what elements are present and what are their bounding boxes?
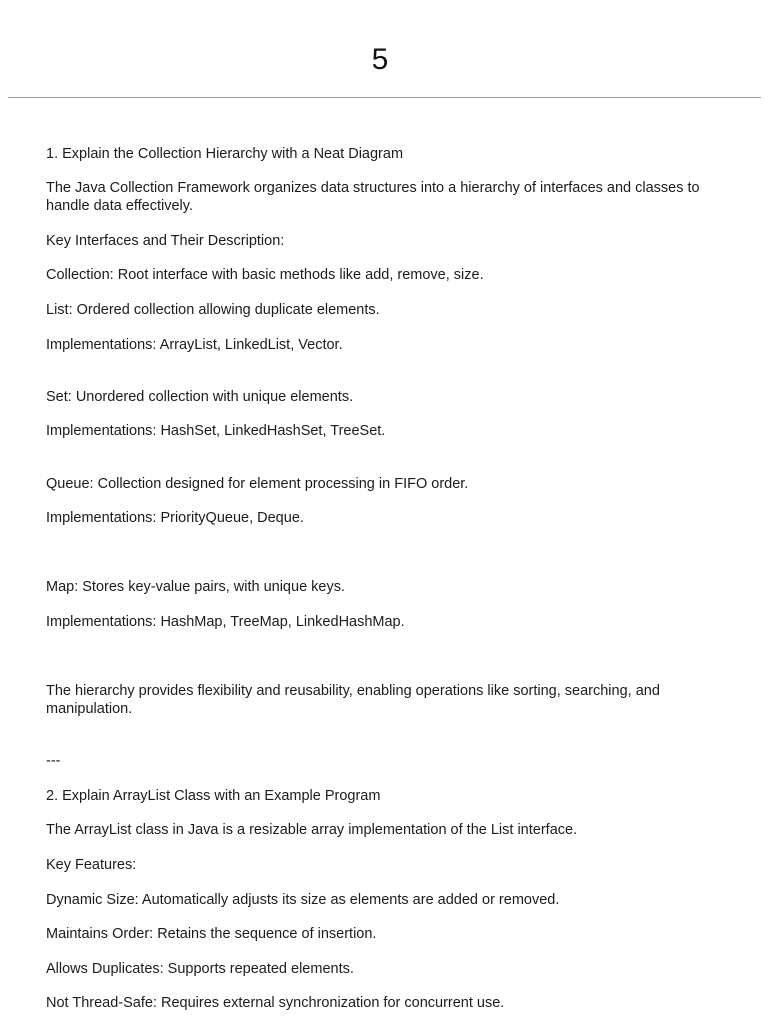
- collection-description: Collection: Root interface with basic methods like add, remove, size.: [46, 267, 484, 283]
- map-implementations: Implementations: HashMap, TreeMap, LinkedHashMap.: [46, 614, 405, 630]
- feature-allows-duplicates: Allows Duplicates: Supports repeated elements.: [46, 961, 354, 977]
- queue-implementations: Implementations: PriorityQueue, Deque.: [46, 510, 304, 526]
- list-implementations: Implementations: ArrayList, LinkedList, Vector.: [46, 337, 343, 353]
- feature-maintains-order: Maintains Order: Retains the sequence of insertion.: [46, 926, 377, 942]
- header-divider: [8, 97, 761, 98]
- feature-dynamic-size: Dynamic Size: Automatically adjusts its size as elements are added or removed.: [46, 892, 560, 908]
- set-implementations: Implementations: HashSet, LinkedHashSet, TreeSet.: [46, 423, 386, 439]
- key-interfaces-label: Key Interfaces and Their Description:: [46, 233, 285, 249]
- section-separator: ---: [46, 753, 61, 769]
- section2-heading: 2. Explain ArrayList Class with an Example Program: [46, 788, 381, 804]
- feature-not-thread-safe: Not Thread-Safe: Requires external synchronization for concurrent use.: [46, 995, 505, 1011]
- queue-description: Queue: Collection designed for element processing in FIFO order.: [46, 476, 469, 492]
- map-description: Map: Stores key-value pairs, with unique keys.: [46, 579, 345, 595]
- set-description: Set: Unordered collection with unique elements.: [46, 389, 354, 405]
- section1-intro: The Java Collection Framework organizes data structures into a hierarchy of interfaces and classes to handle data effectively.: [46, 180, 700, 214]
- hierarchy-summary: The hierarchy provides flexibility and reusability, enabling operations like sorting, searching, and manipulation.: [46, 683, 660, 717]
- page-number: 5: [371, 43, 389, 76]
- list-description: List: Ordered collection allowing duplicate elements.: [46, 302, 380, 318]
- section2-intro: The ArrayList class in Java is a resizable array implementation of the List interface.: [46, 822, 578, 838]
- key-features-label: Key Features:: [46, 857, 137, 873]
- page-header: [0, 0, 768, 97]
- section1-heading: 1. Explain the Collection Hierarchy with a Neat Diagram: [46, 146, 404, 162]
